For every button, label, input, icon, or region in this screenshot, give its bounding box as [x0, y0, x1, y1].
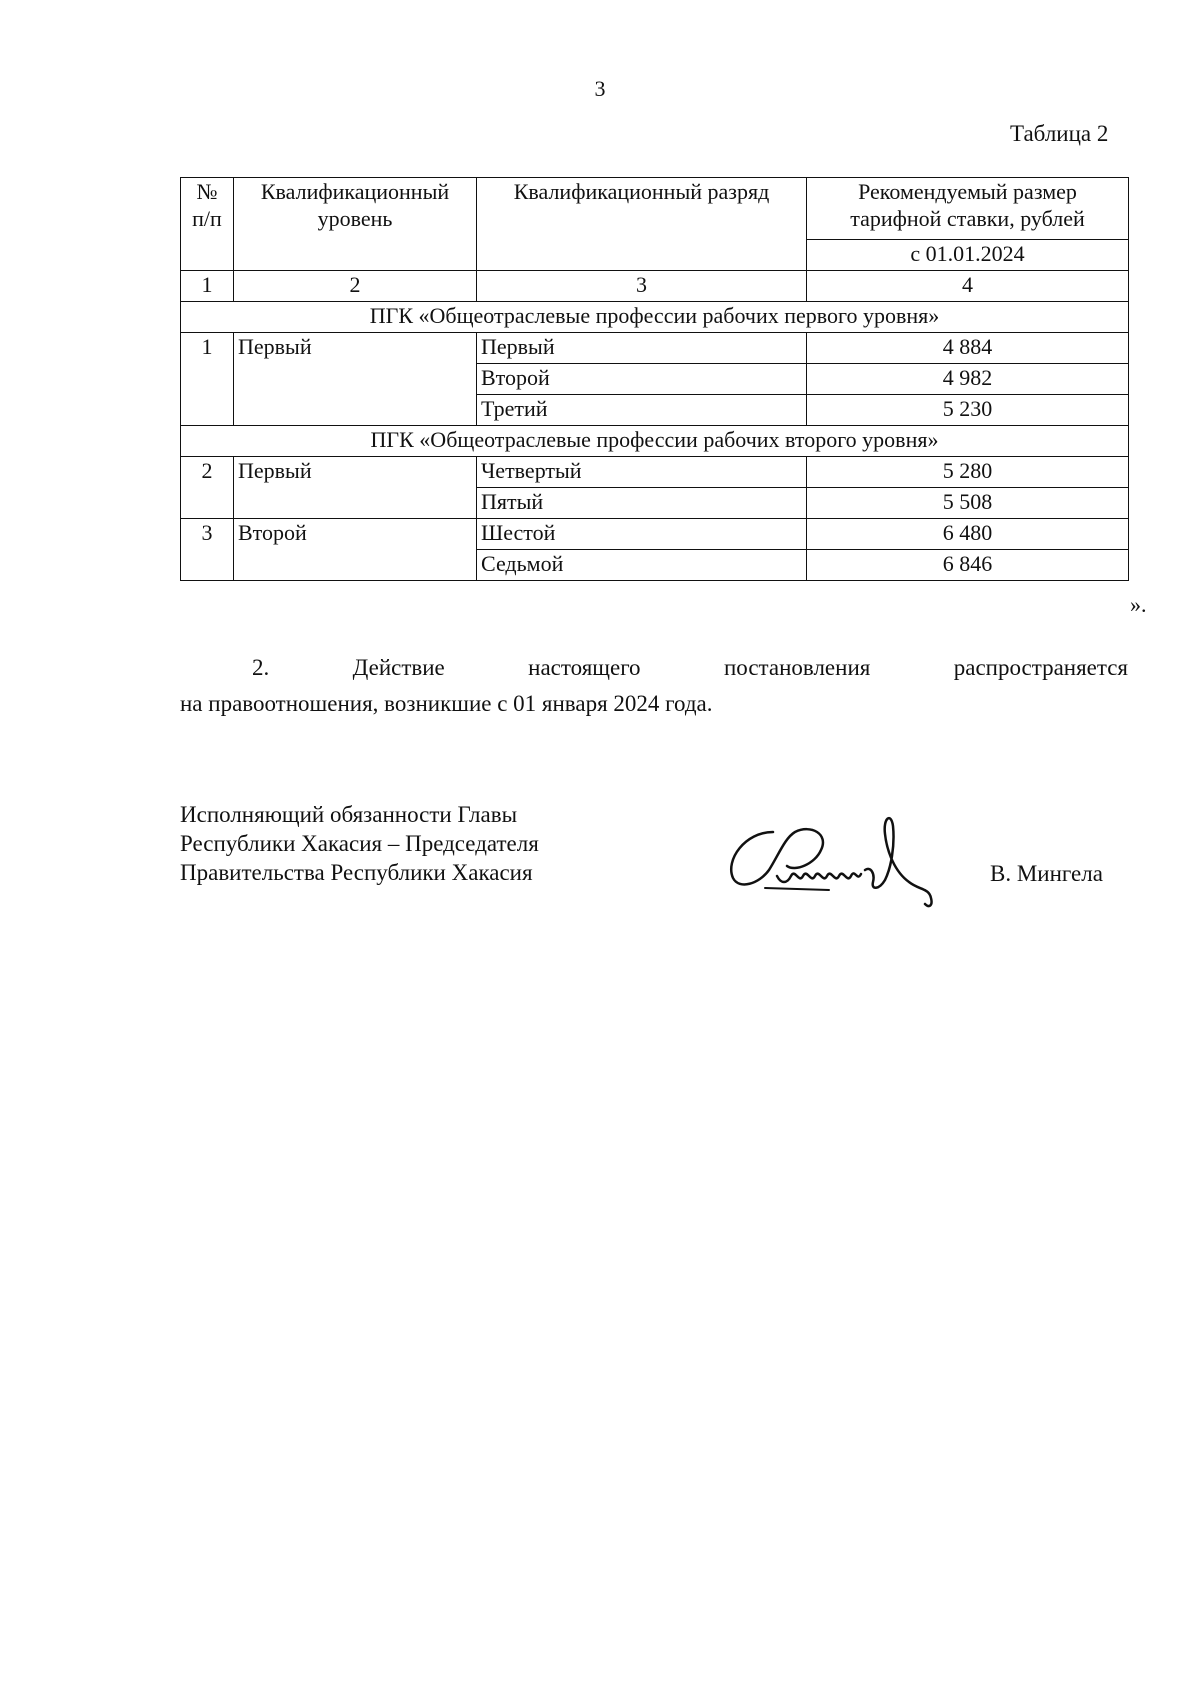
row-rate: 5 230	[807, 395, 1129, 426]
row-rate: 6 480	[807, 519, 1129, 550]
row-rate: 5 508	[807, 488, 1129, 519]
header-num: № п/п	[181, 178, 234, 271]
row-level: Первый	[234, 333, 477, 426]
header-grade: Квалификационный разряд	[477, 178, 807, 271]
signatory-title-line: Республики Хакасия – Председателя	[180, 831, 539, 856]
paragraph-word: распространяется	[953, 655, 1128, 680]
table-caption: Таблица 2	[1010, 121, 1109, 146]
paragraph-continuation: на правоотношения, возникшие с 01 января 2024 года.	[180, 691, 713, 716]
row-grade: Пятый	[477, 488, 807, 519]
paragraph-2	[180, 650, 1128, 722]
handwritten-signature	[725, 810, 955, 910]
group-title: ПГК «Общеотраслевые профессии рабочих первого уровня»	[181, 302, 1129, 333]
row-grade: Шестой	[477, 519, 807, 550]
table-row	[181, 519, 1129, 550]
signatory-title-line: Правительства Республики Хакасия	[180, 860, 533, 885]
row-rate: 4 884	[807, 333, 1129, 364]
row-level: Второй	[234, 519, 477, 581]
signatory-title	[180, 800, 539, 887]
group-title-row	[181, 426, 1129, 457]
row-grade: Четвертый	[477, 457, 807, 488]
tariff-table	[180, 177, 1129, 581]
row-grade: Первый	[477, 333, 807, 364]
row-grade: Седьмой	[477, 550, 807, 581]
table-row	[181, 333, 1129, 364]
row-rate: 4 982	[807, 364, 1129, 395]
paragraph-first-line	[180, 650, 1128, 686]
paragraph-number: 2.	[252, 655, 270, 680]
row-grade: Второй	[477, 364, 807, 395]
column-number: 3	[477, 271, 807, 302]
column-number: 1	[181, 271, 234, 302]
header-rate: Рекомендуемый размер тарифной ставки, рублей	[807, 178, 1129, 240]
paragraph-word: настоящего	[528, 655, 641, 680]
group-title: ПГК «Общеотраслевые профессии рабочих второго уровня»	[181, 426, 1129, 457]
header-rate-date: с 01.01.2024	[807, 240, 1129, 271]
signatory-title-line: Исполняющий обязанности Главы	[180, 802, 518, 827]
column-number: 2	[234, 271, 477, 302]
column-number-row	[181, 271, 1129, 302]
row-rate: 5 280	[807, 457, 1129, 488]
closing-quote: ».	[1130, 592, 1147, 617]
header-level: Квалификационный уровень	[234, 178, 477, 271]
signer-name: В. Мингела	[990, 861, 1103, 886]
row-num: 3	[181, 519, 234, 581]
row-grade: Третий	[477, 395, 807, 426]
group-title-row	[181, 302, 1129, 333]
row-num: 1	[181, 333, 234, 426]
page-number: 3	[594, 76, 606, 101]
row-num: 2	[181, 457, 234, 519]
paragraph-word: постановления	[723, 655, 871, 680]
column-number: 4	[807, 271, 1129, 302]
table-row	[181, 457, 1129, 488]
paragraph-word: Действие	[352, 655, 445, 680]
row-level: Первый	[234, 457, 477, 519]
row-rate: 6 846	[807, 550, 1129, 581]
